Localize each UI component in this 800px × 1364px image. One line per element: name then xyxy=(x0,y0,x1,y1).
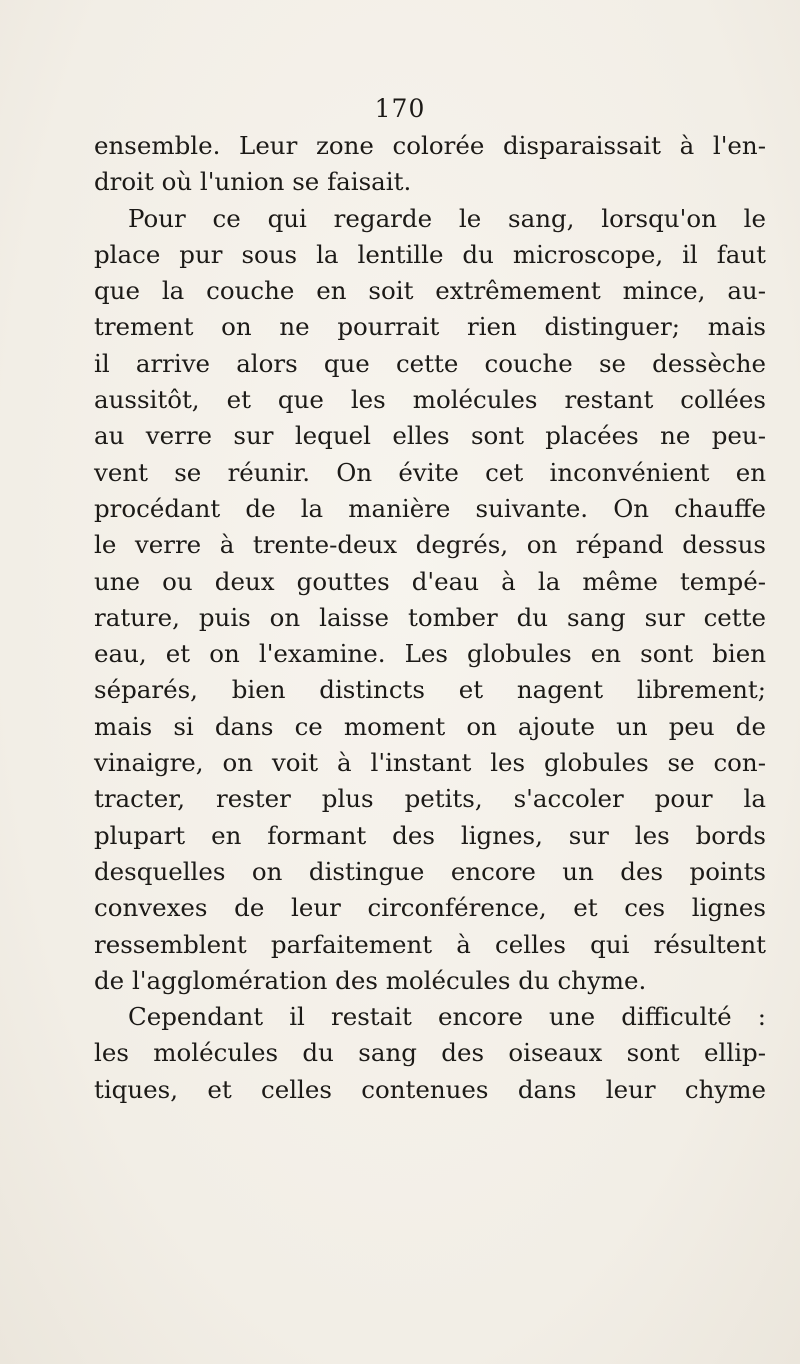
text-line: ressemblent parfaitement à celles qui résultent xyxy=(94,929,766,959)
text-line: vinaigre, on voit à l'instant les globules se con- xyxy=(94,748,766,778)
text-line: plupart en formant des lignes, sur les bords xyxy=(94,820,766,850)
text-line: Cependant il restait encore une difficulté : xyxy=(128,1002,766,1032)
text-line: convexes de leur circonférence, et ces lignes xyxy=(94,893,766,923)
text-line: une ou deux gouttes d'eau à la même tempé- xyxy=(94,566,766,596)
text-line: il arrive alors que cette couche se dessèche xyxy=(94,348,766,378)
text-line: de l'agglomération des molécules du chyme. xyxy=(94,965,647,995)
body-text xyxy=(94,128,766,1108)
text-line: séparés, bien distincts et nagent librement; xyxy=(94,675,766,705)
text-line: les molécules du sang des oiseaux sont ellip- xyxy=(94,1038,766,1068)
text-line: desquelles on distingue encore un des points xyxy=(94,856,766,886)
page-number: 170 xyxy=(374,94,426,123)
text-line: vent se réunir. On évite cet inconvénient en xyxy=(94,457,766,487)
text-line: place pur sous la lentille du microscope, il faut xyxy=(94,239,766,269)
text-line: tiques, et celles contenues dans leur chyme xyxy=(94,1074,766,1104)
text-line: aussitôt, et que les molécules restant collées xyxy=(94,385,766,415)
text-line: trement on ne pourrait rien distinguer; mais xyxy=(94,312,766,342)
text-line: que la couche en soit extrêmement mince, au- xyxy=(94,276,766,306)
text-line: droit où l'union se faisait. xyxy=(94,167,412,197)
text-line: procédant de la manière suivante. On chauffe xyxy=(94,493,766,523)
text-line: mais si dans ce moment on ajoute un peu de xyxy=(94,711,766,741)
text-line: le verre à trente-deux degrés, on répand dessus xyxy=(94,530,766,560)
text-line: rature, puis on laisse tomber du sang sur cette xyxy=(94,602,766,632)
text-line: tracter, rester plus petits, s'accoler pour la xyxy=(94,784,766,814)
text-line: eau, et on l'examine. Les globules en sont bien xyxy=(94,639,766,669)
text-line: ensemble. Leur zone colorée disparaissait à l'en- xyxy=(94,131,766,160)
text-line: Pour ce qui regarde le sang, lorsqu'on le xyxy=(128,203,766,233)
text-line: au verre sur lequel elles sont placées ne peu- xyxy=(94,421,766,451)
